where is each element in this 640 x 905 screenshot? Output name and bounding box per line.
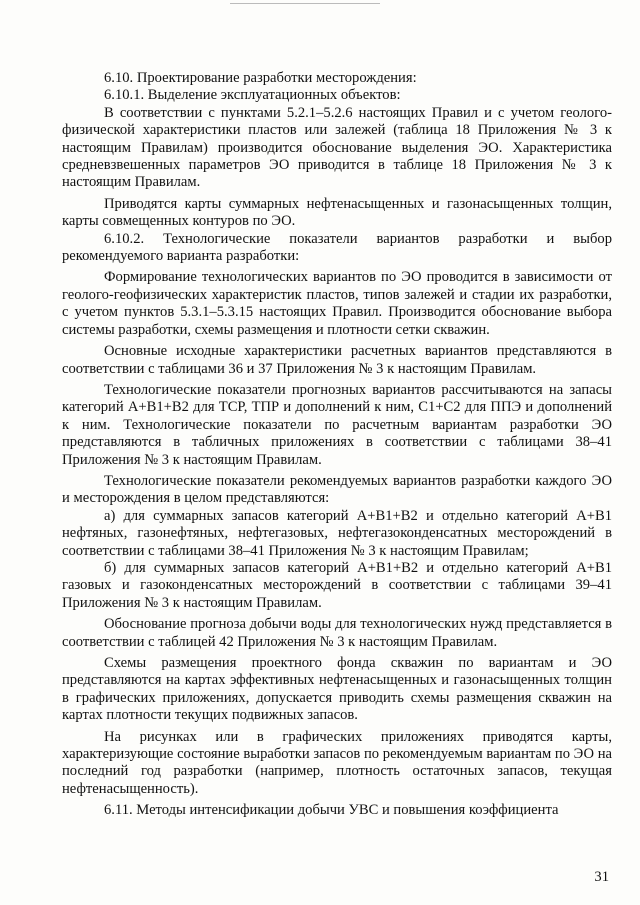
- page-number: 31: [594, 869, 609, 885]
- paragraph: Схемы размещения проектного фонда скважин по вариантам и ЭО представляются на картах эффективных нефтенасыщенных и газонасыщенных толщин в графических приложениях, допускается приводить схемы размещения скважин на картах плотности текущих подвижных запасов.: [62, 655, 612, 724]
- paragraph: Основные исходные характеристики расчетных вариантов представляются в соответствии с таблицами 36 и 37 Приложения № 3 к настоящим Правилам.: [62, 343, 612, 377]
- list-item-a: а) для суммарных запасов категорий А+В1+В2 и отдельно категорий А+В1 нефтяных, газонефтяных, нефтегазовых, нефтегазоконденсатных месторождений в соответствии с таблицами 38–41 Приложения № 3 к настоящим Правилам;: [62, 507, 612, 559]
- document-body: [62, 70, 612, 820]
- paragraph: Технологические показатели рекомендуемых вариантов разработки каждого ЭО и месторождения в целом представляются:: [62, 472, 612, 507]
- heading-6-10-1: 6.10.1. Выделение эксплуатационных объектов:: [104, 87, 401, 104]
- paragraph: Обоснование прогноза добычи воды для технологических нужд представляется в соответствии с таблицей 42 Приложения № 3 к настоящим Правилам.: [62, 616, 612, 650]
- paragraph: На рисунках или в графических приложениях приводятся карты, характеризующие состояние выработки запасов по рекомендуемым вариантам по ЭО на последний год разработки (например, плотность остаточных запасов, текущая нефтенасыщенность).: [62, 728, 612, 797]
- heading-6-10: 6.10. Проектирование разработки месторождения:: [104, 70, 417, 86]
- list-item-b: б) для суммарных запасов категорий А+В1+В2 и отдельно категорий А+В1 газовых и газоконденсатных месторождений в соответствии с таблицами 39–41 Приложения № 3 к настоящим Правилам.: [62, 559, 612, 611]
- heading-6-10-2: 6.10.2. Технологические показатели вариантов разработки и выбор рекомендуемого варианта разработки:: [62, 230, 612, 265]
- scan-edge-line: [230, 3, 380, 4]
- heading-6-11: 6.11. Методы интенсификации добычи УВС и повышения коэффициента: [104, 802, 559, 819]
- paragraph: Технологические показатели прогнозных вариантов рассчитываются на запасы категорий А+В1+В2 для ТСР, ТПР и дополнений к ним, С1+С2 для ППЭ и дополнений к ним. Технологические показатели по расчетным вариантам разработки ЭО представляются в табличных приложениях в соответствии с таблицами 38–41 Приложения № 3 к настоящим Правилам.: [62, 381, 612, 468]
- paragraph: В соответствии с пунктами 5.2.1–5.2.6 настоящих Правил и с учетом геолого-физической характеристики пластов или залежей (таблица 18 Приложения № 3 к настоящим Правилам) производится обоснование выделения ЭО. Характеристика средневзвешенных параметров ЭО приводится в таблице 18 Приложения № 3 к настоящим Правилам.: [62, 104, 612, 191]
- paragraph: Формирование технологических вариантов по ЭО проводится в зависимости от геолого-геофизических характеристик пластов, типов залежей и стадии их разработки, с учетом пунктов 5.3.1–5.3.15 настоящих Правил. Производится обоснование выбора системы разработки, схемы размещения и плотности сетки скважин.: [62, 269, 612, 338]
- paragraph: Приводятся карты суммарных нефтенасыщенных и газонасыщенных толщин, карты совмещенных контуров по ЭО.: [62, 195, 612, 230]
